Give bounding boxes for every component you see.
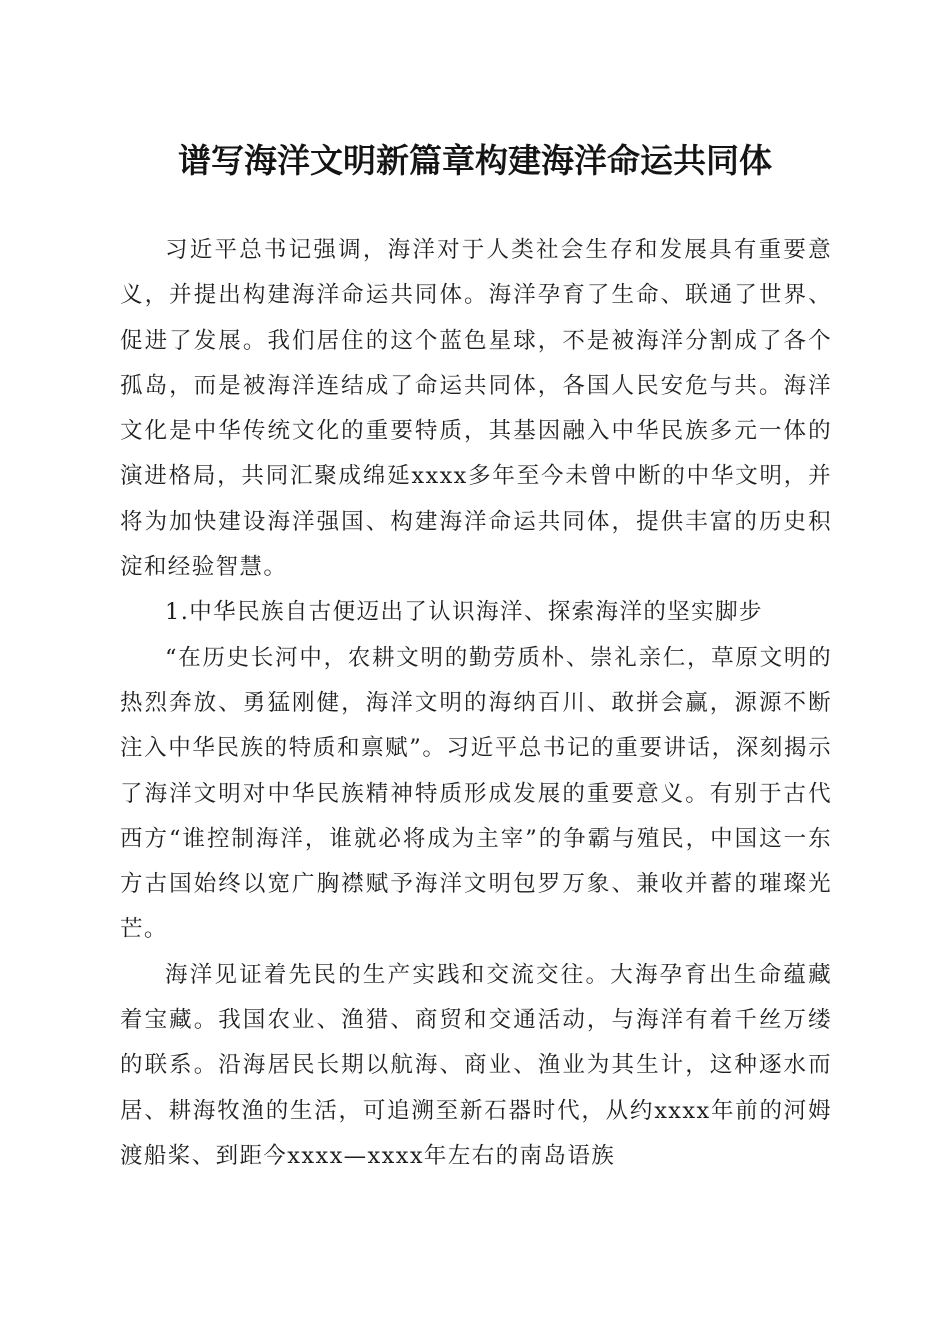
paragraph-ocean-witness: 海洋见证着先民的生产实践和交流交往。大海孕育出生命蕴藏着宝藏。我国农业、渔猎、商贸和交通活动，与海洋有着千丝万缕的联系。沿海居民长期以航海、商业、渔业为其生计，这种逐水而居、耕海牧渔的生活，可追溯至新石器时代，从约xxxx年前的河姆渡船桨、到距今xxxx—xxxx年左右的南岛语族 xyxy=(120,961,832,1169)
paragraph-quote: “在历史长河中，农耕文明的勤劳质朴、崇礼亲仁，草原文明的热烈奔放、勇猛刚健，海洋文明的海纳百川、敢拼会赢，源源不断注入中华民族的特质和禀赋”。习近平总书记的重要讲话，深刻揭示了海洋文明对中华民族精神特质形成发展的重要意义。有别于古代西方“谁控制海洋，谁就必将成为主宰”的争霸与殖民，中国这一东方古国始终以宽广胸襟赋予海洋文明包罗万象、兼收并蓄的璀璨光芒。 xyxy=(120,644,832,943)
document-body xyxy=(120,228,832,1179)
document-title: 谱写海洋文明新篇章构建海洋命运共同体 xyxy=(178,141,772,180)
section-heading-1: 1.中华民族自古便迈出了认识海洋、探索海洋的坚实脚步 xyxy=(165,599,763,626)
paragraph-intro: 习近平总书记强调，海洋对于人类社会生存和发展具有重要意义，并提出构建海洋命运共同体。海洋孕育了生命、联通了世界、促进了发展。我们居住的这个蓝色星球，不是被海洋分割成了各个孤岛，而是被海洋连结成了命运共同体，各国人民安危与共。海洋文化是中华传统文化的重要特质，其基因融入中华民族多元一体的演进格局，共同汇聚成绵延xxxx多年至今未曾中断的中华文明，并将为加快建设海洋强国、构建海洋命运共同体，提供丰富的历史积淀和经验智慧。 xyxy=(120,237,832,581)
